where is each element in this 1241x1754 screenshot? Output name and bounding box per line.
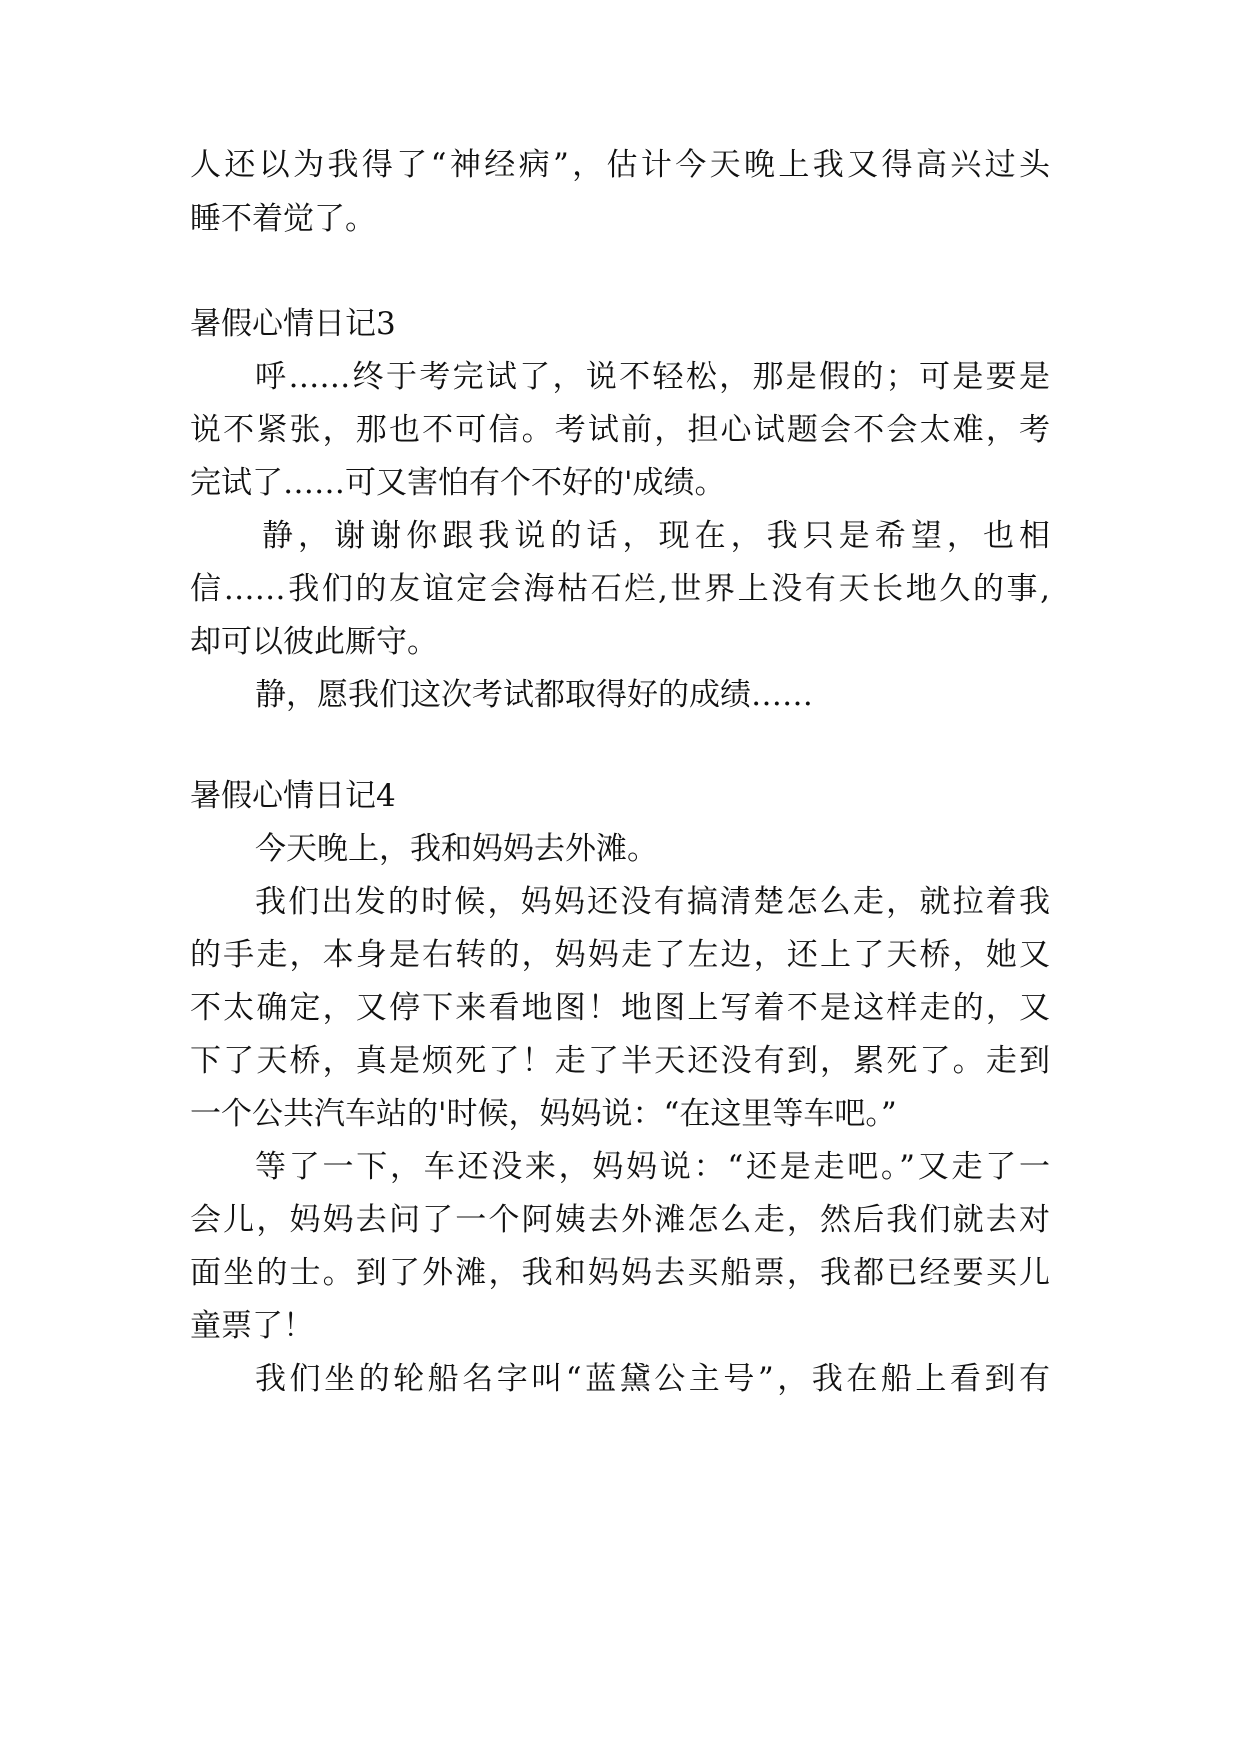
text-line: 呼……终于考完试了，说不轻松，那是假的；可是要是 (255, 359, 1050, 395)
text-line: 今天晚上，我和妈妈去外滩。 (255, 831, 658, 867)
text-line: 不太确定，又停下来看地图！地图上写着不是这样走的，又 (190, 990, 1050, 1026)
text-line: 信……我们的友谊定会海枯石烂,世界上没有天长地久的事, (190, 571, 1050, 607)
text-line: 下了天桥，真是烦死了！走了半天还没有到，累死了。走到 (190, 1043, 1050, 1079)
text-line: 人还以为我得了“神经病”，估计今天晚上我又得高兴过头 (190, 147, 1050, 183)
text-line: 却可以彼此厮守。 (190, 624, 438, 660)
text-line: 完试了……可又害怕有个不好的'成绩。 (190, 465, 726, 501)
text-line: 等了一下，车还没来，妈妈说：“还是走吧。”又走了一 (255, 1149, 1050, 1185)
text-line: 会儿，妈妈去问了一个阿姨去外滩怎么走，然后我们就去对 (190, 1202, 1050, 1238)
text-line: 静，愿我们这次考试都取得好的成绩…… (255, 677, 813, 713)
section-heading-diary-3: 暑假心情日记3 (190, 306, 396, 342)
text-line: 童票了！ (190, 1308, 314, 1344)
text-line: 一个公共汽车站的'时候，妈妈说：“在这里等车吧。” (190, 1096, 897, 1132)
text-line: 的手走，本身是右转的，妈妈走了左边，还上了天桥，她又 (190, 937, 1050, 973)
text-line: 静，谢谢你跟我说的话，现在，我只是希望，也相 (262, 518, 1050, 554)
text-line: 说不紧张，那也不可信。考试前，担心试题会不会太难，考 (190, 412, 1050, 448)
text-line: 面坐的士。到了外滩，我和妈妈去买船票，我都已经要买儿 (190, 1255, 1050, 1291)
text-line: 我们出发的时候，妈妈还没有搞清楚怎么走，就拉着我 (255, 884, 1050, 920)
text-line: 我们坐的轮船名字叫“蓝黛公主号”，我在船上看到有 (255, 1361, 1050, 1397)
text-line: 睡不着觉了。 (190, 201, 376, 237)
section-heading-diary-4: 暑假心情日记4 (190, 778, 396, 814)
